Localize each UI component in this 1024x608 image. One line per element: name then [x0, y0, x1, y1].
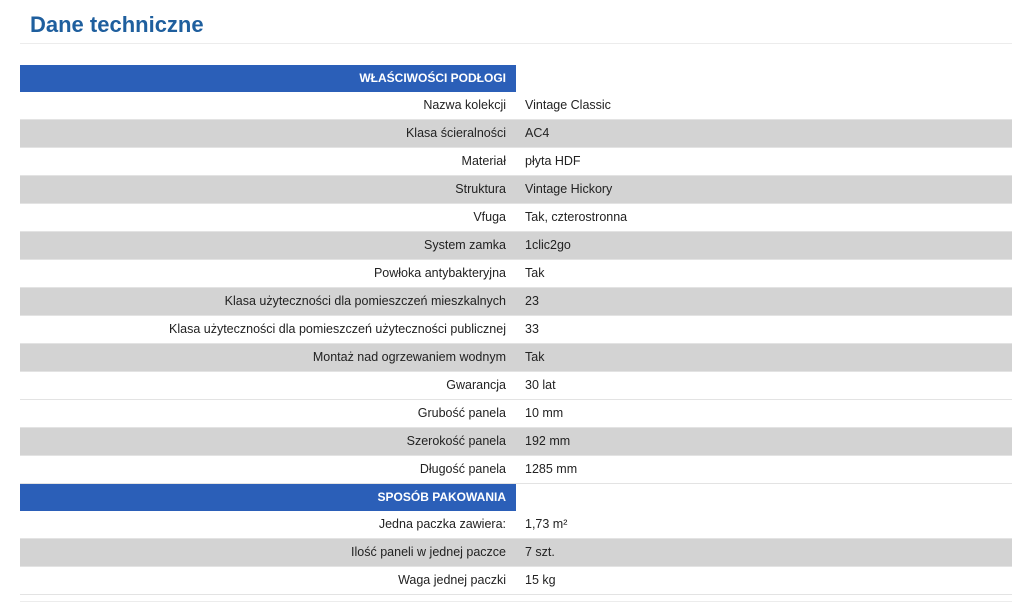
spec-value: 33	[516, 316, 1012, 344]
table-row	[20, 511, 1012, 539]
spec-value: AC4	[516, 120, 1012, 148]
spec-value: 23	[516, 288, 1012, 316]
spec-value: 30 lat	[516, 372, 1012, 400]
bottom-divider	[20, 601, 1012, 602]
spec-value: Vintage Classic	[516, 92, 1012, 120]
spec-value: Tak, czterostronna	[516, 204, 1012, 232]
spec-label: Gwarancja	[20, 372, 516, 400]
spec-value: 1clic2go	[516, 232, 1012, 260]
spec-label: Ilość paneli w jednej paczce	[20, 539, 516, 567]
table-row	[20, 288, 1012, 316]
spec-value: 7 szt.	[516, 539, 1012, 567]
table-row	[20, 92, 1012, 120]
spec-label: Jedna paczka zawiera:	[20, 511, 516, 539]
table-row	[20, 176, 1012, 204]
spec-label: Montaż nad ogrzewaniem wodnym	[20, 344, 516, 372]
section-header-floor-properties	[20, 65, 1012, 92]
spec-label: Struktura	[20, 176, 516, 204]
table-row	[20, 456, 1012, 484]
spec-label: System zamka	[20, 232, 516, 260]
table-row	[20, 344, 1012, 372]
spec-label: Klasa ścieralności	[20, 120, 516, 148]
table-row	[20, 372, 1012, 400]
page-title: Dane techniczne	[30, 12, 204, 37]
technical-specs-table	[20, 65, 1012, 595]
spec-value: Tak	[516, 344, 1012, 372]
spec-label: Klasa użyteczności dla pomieszczeń użyteczności publicznej	[20, 316, 516, 344]
spec-label: Szerokość panela	[20, 428, 516, 456]
table-row	[20, 567, 1012, 595]
spec-value: Vintage Hickory	[516, 176, 1012, 204]
title-divider	[20, 43, 1012, 44]
table-row	[20, 539, 1012, 567]
table-row	[20, 428, 1012, 456]
spec-label: Nazwa kolekcji	[20, 92, 516, 120]
spec-label: Powłoka antybakteryjna	[20, 260, 516, 288]
table-row	[20, 120, 1012, 148]
spec-value: 192 mm	[516, 428, 1012, 456]
table-row	[20, 204, 1012, 232]
spec-value: 15 kg	[516, 567, 1012, 595]
section-header-label: WŁAŚCIWOŚCI PODŁOGI	[20, 65, 516, 92]
spec-value: płyta HDF	[516, 148, 1012, 176]
table-row	[20, 148, 1012, 176]
table-row	[20, 400, 1012, 428]
spec-value: 10 mm	[516, 400, 1012, 428]
section-header-label: SPOSÓB PAKOWANIA	[20, 484, 516, 512]
spec-value: Tak	[516, 260, 1012, 288]
spec-value: 1285 mm	[516, 456, 1012, 484]
spec-label: Klasa użyteczności dla pomieszczeń mieszkalnych	[20, 288, 516, 316]
table-row	[20, 316, 1012, 344]
spec-value: 1,73 m²	[516, 511, 1012, 539]
table-row	[20, 260, 1012, 288]
spec-label: Waga jednej paczki	[20, 567, 516, 595]
spec-label: Materiał	[20, 148, 516, 176]
spec-label: Długość panela	[20, 456, 516, 484]
section-header-packaging	[20, 484, 1012, 512]
spec-label: Vfuga	[20, 204, 516, 232]
spec-label: Grubość panela	[20, 400, 516, 428]
table-row	[20, 232, 1012, 260]
